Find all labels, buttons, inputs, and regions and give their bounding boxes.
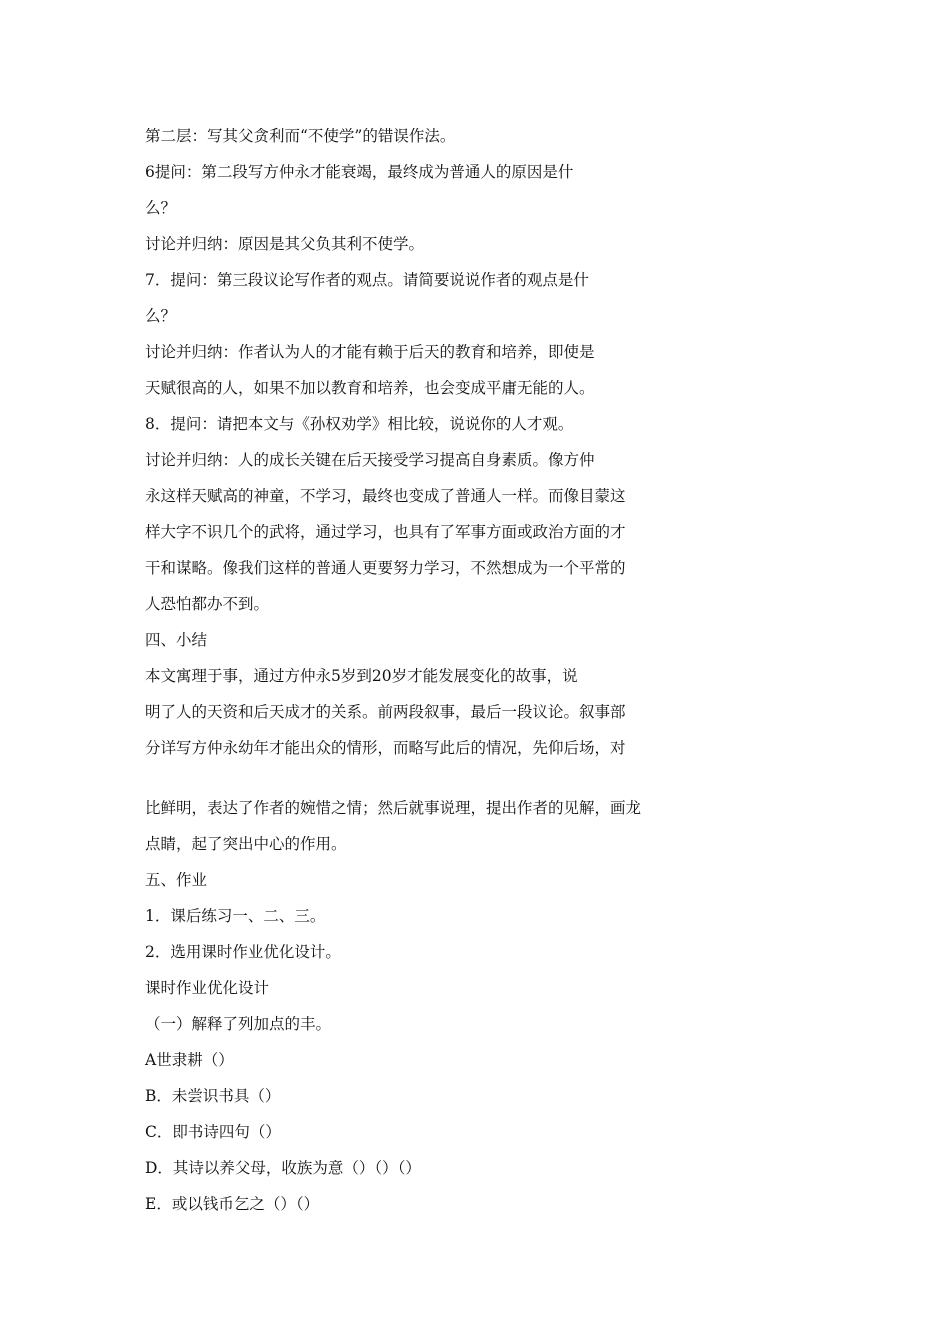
text-line: 6提问：第二段写方仲永才能衰竭，最终成为普通人的原因是什 — [145, 163, 574, 181]
text-line: 8．提问：请把本文与《孙权劝学》相比较，说说你的人才观。 — [145, 415, 574, 433]
section-heading: 四、小结 — [145, 631, 208, 649]
text-line: 7．提问：第三段议论写作者的观点。请简要说说作者的观点是什 — [145, 271, 589, 289]
question-item: B．未尝识书具（） — [145, 1087, 281, 1105]
list-item: 1．课后练习一、二、三。 — [145, 907, 326, 925]
section-heading: 五、作业 — [145, 871, 208, 889]
question-item: E．或以钱币乞之（）（） — [145, 1195, 320, 1213]
text-line: 讨论并归纳：作者认为人的才能有赖于后天的教育和培养，即使是 — [145, 343, 595, 361]
text-line: 明了人的天资和后天成才的关系。前两段叙事，最后一段议论。叙事部 — [145, 703, 626, 721]
text-line: 样大字不识几个的武将，通过学习，也具有了军事方面或政治方面的才 — [145, 523, 626, 541]
text-line: 天赋很高的人，如果不加以教育和培养，也会变成平庸无能的人。 — [145, 379, 595, 397]
text-line: 讨论并归纳：人的成长关键在后天接受学习提高自身素质。像方仲 — [145, 451, 595, 469]
text-line: 干和谋略。像我们这样的普通人更要努力学习，不然想成为一个平常的 — [145, 559, 626, 577]
text-line: 永这样天赋高的神童，不学习，最终也变成了普通人一样。而像目蒙这 — [145, 487, 626, 505]
text-line: 本文寓理于事，通过方仲永5岁到20岁才能发展变化的故事，说 — [145, 667, 578, 685]
text-line: 么？ — [145, 307, 177, 325]
question-heading: （一）解释了列加点的丰。 — [145, 1015, 332, 1033]
text-line: 么？ — [145, 199, 177, 217]
text-line: 人恐怕都办不到。 — [145, 595, 270, 613]
text-line: 比鲜明，表达了作者的婉惜之情；然后就事说理，提出作者的见解，画龙 — [145, 799, 642, 817]
text-line: 讨论并归纳：原因是其父负其利不使学。 — [145, 235, 425, 253]
list-item: 2．选用课时作业优化设计。 — [145, 943, 341, 961]
text-line: 点睛，起了突出中心的作用。 — [145, 835, 347, 853]
text-line: 第二层：写其父贪利而“不使学”的错误作法。 — [145, 127, 456, 145]
question-item: D．其诗以养父母，收族为意（）（）（） — [145, 1159, 421, 1177]
subsection-heading: 课时作业优化设计 — [145, 979, 270, 997]
question-item: A世隶耕（） — [145, 1051, 234, 1069]
text-line: 分详写方仲永幼年才能出众的情形，而略写此后的情况，先仰后场，对 — [145, 739, 626, 757]
question-item: C．即书诗四句（） — [145, 1123, 281, 1141]
